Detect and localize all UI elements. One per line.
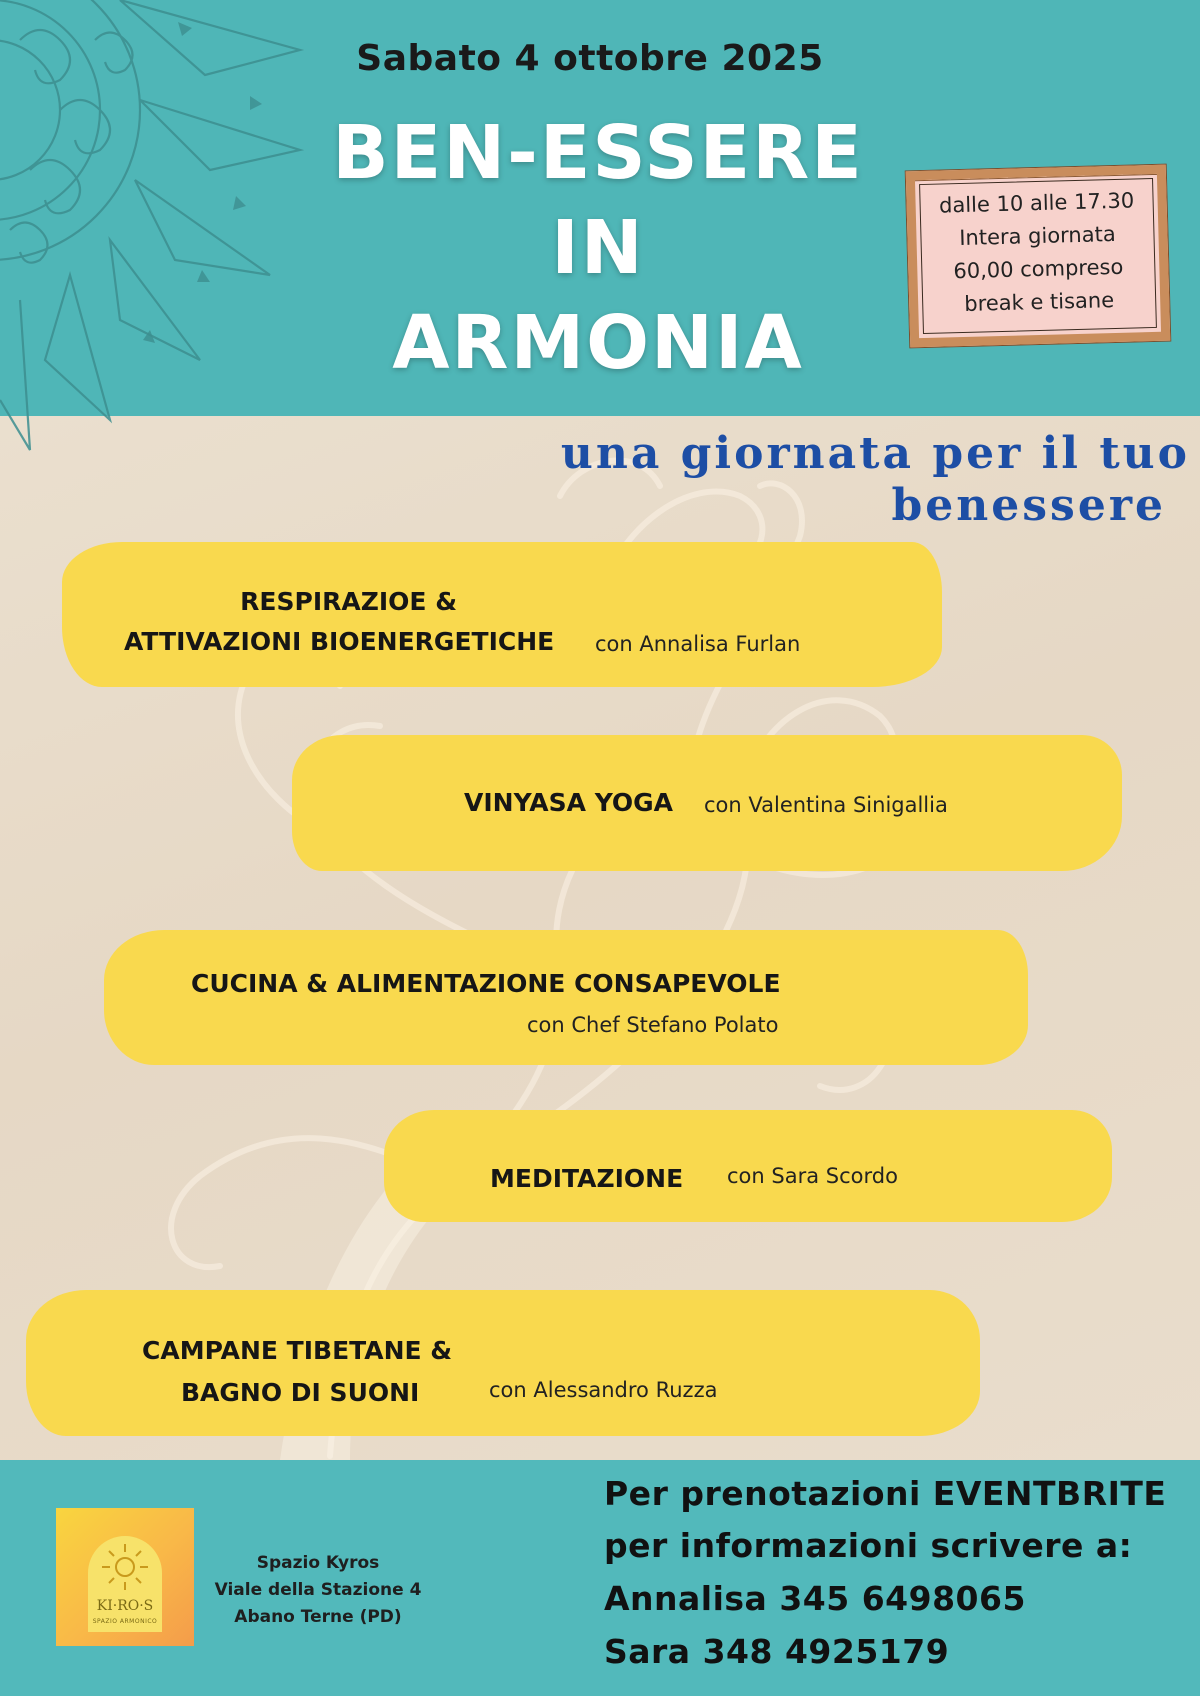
activity-5-title-line-1: CAMPANE TIBETANE & bbox=[142, 1336, 453, 1365]
activity-5-instructor: con Alessandro Ruzza bbox=[489, 1378, 718, 1402]
logo-brand: KI·RO·S bbox=[96, 1598, 154, 1614]
event-title-line-2: IN bbox=[551, 205, 645, 291]
address-street: Viale della Stazione 4 bbox=[214, 1580, 422, 1600]
activity-4-instructor: con Sara Scordo bbox=[727, 1164, 898, 1188]
kyros-logo bbox=[56, 1508, 194, 1646]
activity-2-instructor: con Valentina Sinigallia bbox=[704, 793, 948, 817]
contact-sara: Sara 348 4925179 bbox=[604, 1632, 950, 1671]
activity-5-title-line-2: BAGNO DI SUONI bbox=[181, 1378, 420, 1407]
subtitle-line-1: una giornata per il tuo bbox=[560, 428, 1190, 479]
address-venue: Spazio Kyros bbox=[256, 1553, 380, 1573]
logo-tagline: SPAZIO ARMONICO bbox=[92, 1618, 158, 1625]
activity-3-instructor: con Chef Stefano Polato bbox=[527, 1013, 779, 1037]
contact-annalisa: Annalisa 345 6498065 bbox=[604, 1579, 1026, 1618]
info-hours: dalle 10 alle 17.30 bbox=[938, 188, 1135, 218]
activity-1-instructor: con Annalisa Furlan bbox=[595, 632, 801, 656]
sun-icon bbox=[100, 1542, 150, 1592]
info-duration: Intera giornata bbox=[958, 221, 1116, 251]
activity-4-title: MEDITAZIONE bbox=[490, 1164, 684, 1193]
address-city: Abano Terne (PD) bbox=[234, 1607, 402, 1627]
activity-2-title: VINYASA YOGA bbox=[464, 788, 674, 817]
event-title-line-3: ARMONIA bbox=[392, 300, 804, 386]
activity-1-title-line-2: ATTIVAZIONI BIOENERGETICHE bbox=[124, 627, 555, 656]
activity-1-title-line-1: RESPIRAZIOE & bbox=[240, 587, 457, 616]
schedule-price-box bbox=[906, 165, 1171, 348]
activity-3-title: CUCINA & ALIMENTAZIONE CONSAPEVOLE bbox=[191, 969, 781, 998]
event-title-line-1: BEN-ESSERE bbox=[332, 110, 864, 196]
event-date: Sabato 4 ottobre 2025 bbox=[356, 38, 824, 79]
info-contact-intro: per informazioni scrivere a: bbox=[604, 1526, 1133, 1565]
subtitle-line-2: benessere bbox=[891, 480, 1166, 531]
booking-info: Per prenotazioni EVENTBRITE bbox=[604, 1474, 1167, 1513]
info-included: break e tisane bbox=[963, 288, 1115, 316]
info-price: 60,00 compreso bbox=[953, 254, 1124, 284]
